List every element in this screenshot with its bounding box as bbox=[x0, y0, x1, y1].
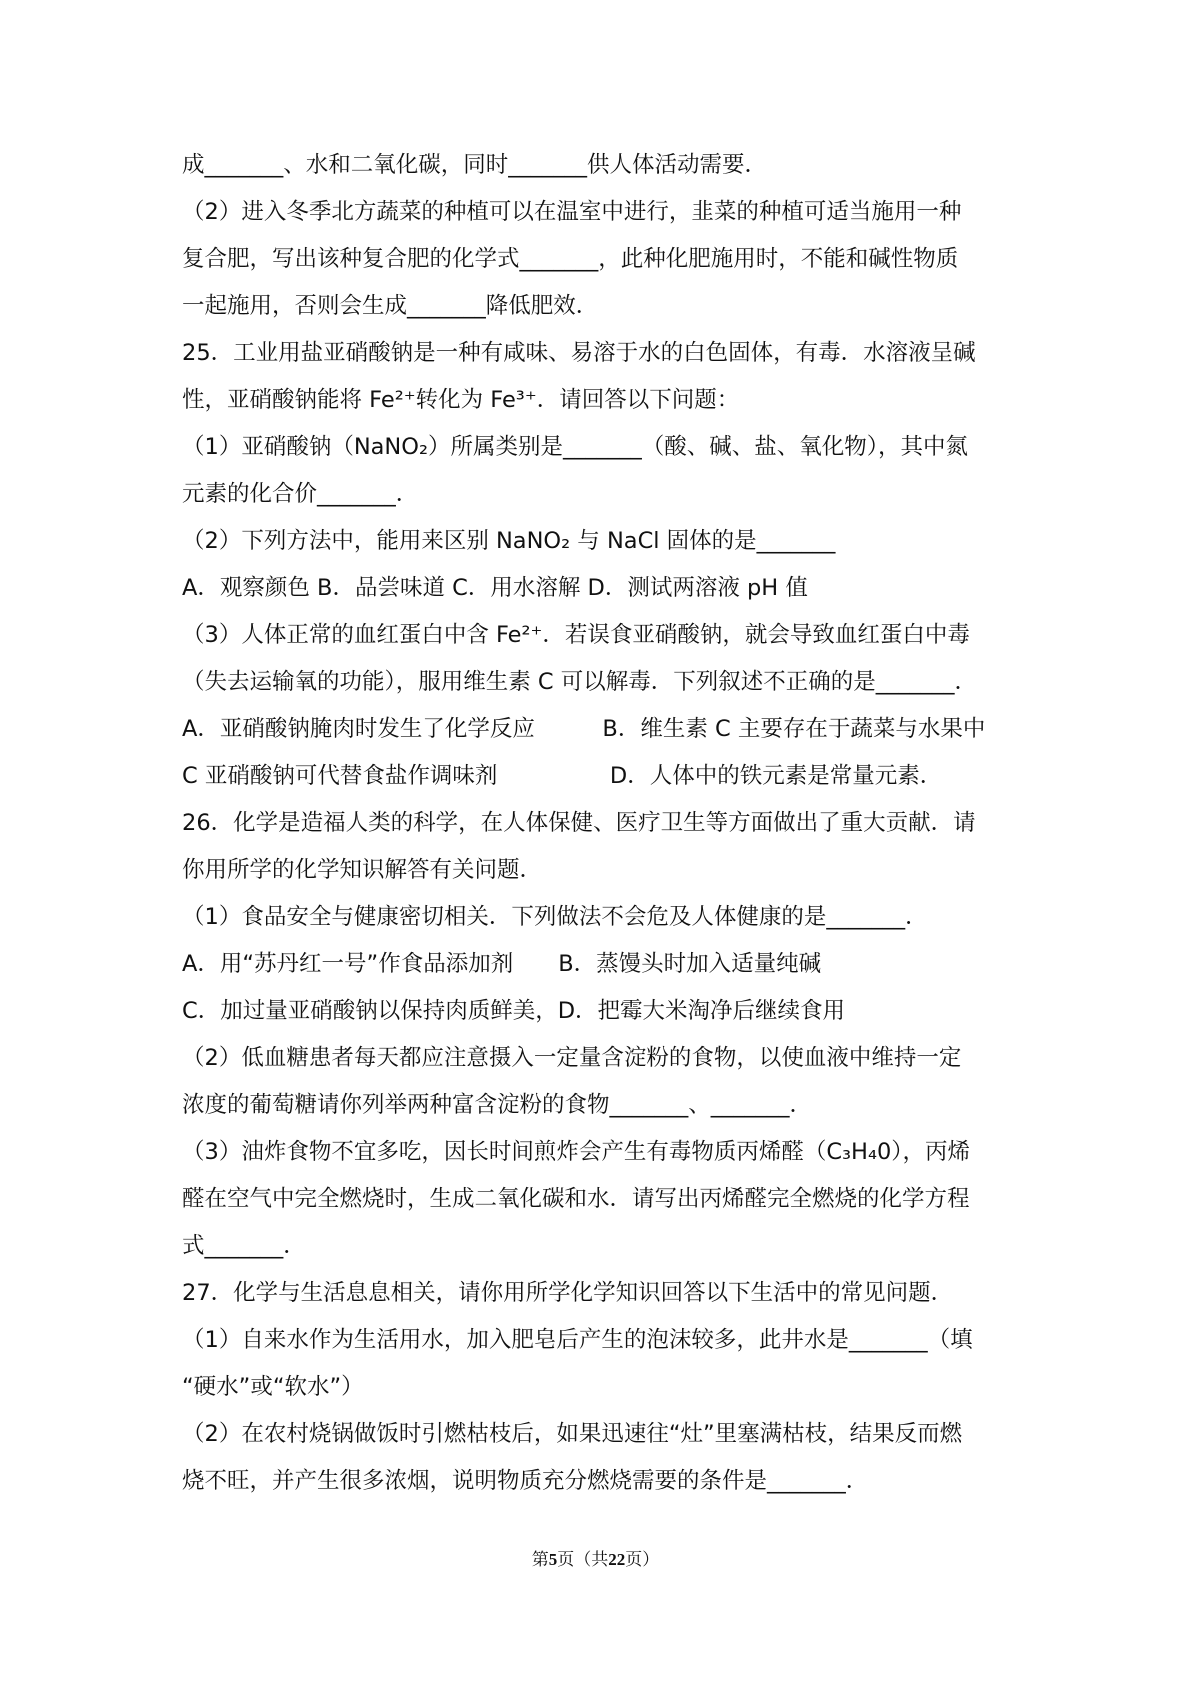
text-line bbox=[182, 236, 1022, 283]
text-line bbox=[182, 377, 1022, 424]
text-line-content: （2）低血糖患者每天都应注意摄入一定量含淀粉的食物，以使血液中维持一定 bbox=[182, 1045, 962, 1071]
text-line bbox=[182, 1458, 1022, 1505]
text-line bbox=[182, 283, 1022, 330]
answer-options bbox=[182, 565, 1022, 612]
text-line-content: （1）亚硝酸钠（NaNO₂）所属类别是_______（酸、碱、盐、氧化物），其中氮 bbox=[182, 434, 968, 460]
text-line bbox=[182, 1364, 1022, 1411]
text-line-content: 一起施用，否则会生成_______降低肥效． bbox=[182, 293, 599, 319]
question-25-heading bbox=[182, 330, 1022, 377]
text-line bbox=[182, 1223, 1022, 1270]
text-line-content: 复合肥，写出该种复合肥的化学式_______，此种化肥施用时，不能和碱性物质 bbox=[182, 246, 959, 272]
text-line-content: 性，亚硝酸钠能将 Fe²⁺转化为 Fe³⁺．请回答以下问题： bbox=[182, 387, 740, 413]
text-line-content: A．用“苏丹红一号”作食品添加剂 B．蒸馒头时加入适量纯碱 bbox=[182, 951, 822, 977]
text-line-content: （3）油炸食物不宜多吃，因长时间煎炸会产生有毒物质丙烯醛（C₃H₄0），丙烯 bbox=[182, 1139, 971, 1165]
text-line-content: A．亚硝酸钠腌肉时发生了化学反应 B．维生素 C 主要存在于蔬菜与水果中 bbox=[182, 716, 986, 742]
text-line-content: 27．化学与生活息息相关，请你用所学化学知识回答以下生活中的常见问题． bbox=[182, 1280, 954, 1306]
text-line bbox=[182, 142, 1022, 189]
text-line-content: 浓度的葡萄糖请你列举两种富含淀粉的食物_______、_______． bbox=[182, 1092, 813, 1118]
text-line-content: （2）在农村烧锅做饭时引燃枯枝后，如果迅速往“灶”里塞满枯枝，结果反而燃 bbox=[182, 1421, 963, 1447]
text-line bbox=[182, 1035, 1022, 1082]
text-line-content: “硬水”或“软水”） bbox=[182, 1374, 364, 1400]
text-line-content: 25．工业用盐亚硝酸钠是一种有咸味、易溶于水的白色固体，有毒．水溶液呈碱 bbox=[182, 340, 976, 366]
text-line bbox=[182, 894, 1022, 941]
text-line-content: 元素的化合价_______． bbox=[182, 481, 419, 507]
text-line-content: A．观察颜色 B．品尝味道 C．用水溶解 D．测试两溶液 pH 值 bbox=[182, 575, 808, 601]
text-line-content: （1）食品安全与健康密切相关．下列做法不会危及人体健康的是_______． bbox=[182, 904, 928, 930]
text-line-content: （2）下列方法中，能用来区别 NaNO₂ 与 NaCl 固体的是_______ bbox=[182, 528, 836, 554]
text-line-content: 26．化学是造福人类的科学，在人体保健、医疗卫生等方面做出了重大贡献．请 bbox=[182, 810, 976, 836]
text-line-content: （2）进入冬季北方蔬菜的种植可以在温室中进行，韭菜的种植可适当施用一种 bbox=[182, 199, 962, 225]
text-line-content: C 亚硝酸钠可代替食盐作调味剂 D．人体中的铁元素是常量元素． bbox=[182, 763, 943, 789]
text-line bbox=[182, 659, 1022, 706]
text-line bbox=[182, 1082, 1022, 1129]
answer-options bbox=[182, 988, 1022, 1035]
footer-middle: 页（共 bbox=[557, 1550, 609, 1569]
text-line-content: （3）人体正常的血红蛋白中含 Fe²⁺．若误食亚硝酸钠，就会导致血红蛋白中毒 bbox=[182, 622, 970, 648]
text-line bbox=[182, 471, 1022, 518]
text-line bbox=[182, 1317, 1022, 1364]
text-line-content: 成_______、水和二氧化碳，同时_______供人体活动需要． bbox=[182, 152, 768, 178]
question-27-heading bbox=[182, 1270, 1022, 1317]
text-line bbox=[182, 1411, 1022, 1458]
text-line-content: 醛在空气中完全燃烧时，生成二氧化碳和水．请写出丙烯醛完全燃烧的化学方程 bbox=[182, 1186, 970, 1212]
page-footer bbox=[0, 1545, 1191, 1570]
text-line bbox=[182, 424, 1022, 471]
text-line bbox=[182, 1129, 1022, 1176]
text-line bbox=[182, 1176, 1022, 1223]
question-text-block bbox=[182, 142, 1022, 1505]
answer-options bbox=[182, 753, 1022, 800]
question-26-heading bbox=[182, 800, 1022, 847]
text-line bbox=[182, 847, 1022, 894]
text-line bbox=[182, 518, 1022, 565]
text-line-content: 你用所学的化学知识解答有关问题． bbox=[182, 857, 543, 883]
text-line-content: 烧不旺，并产生很多浓烟，说明物质充分燃烧需要的条件是_______． bbox=[182, 1468, 869, 1494]
answer-options bbox=[182, 941, 1022, 988]
footer-suffix: 页） bbox=[625, 1550, 660, 1569]
text-line-content: （失去运输氧的功能），服用维生素 C 可以解毒．下列叙述不正确的是_______． bbox=[182, 669, 978, 695]
text-line bbox=[182, 612, 1022, 659]
text-line bbox=[182, 189, 1022, 236]
text-line-content: 式_______． bbox=[182, 1233, 306, 1259]
text-line-content: C．加过量亚硝酸钠以保持肉质鲜美，D．把霉大米淘净后继续食用 bbox=[182, 998, 846, 1024]
footer-total-pages: 22 bbox=[608, 1550, 626, 1569]
answer-options bbox=[182, 706, 1022, 753]
footer-page-number: 5 bbox=[548, 1550, 558, 1569]
footer-prefix: 第 bbox=[531, 1550, 549, 1569]
text-line-content: （1）自来水作为生活用水，加入肥皂后产生的泡沫较多，此井水是_______（填 bbox=[182, 1327, 973, 1353]
